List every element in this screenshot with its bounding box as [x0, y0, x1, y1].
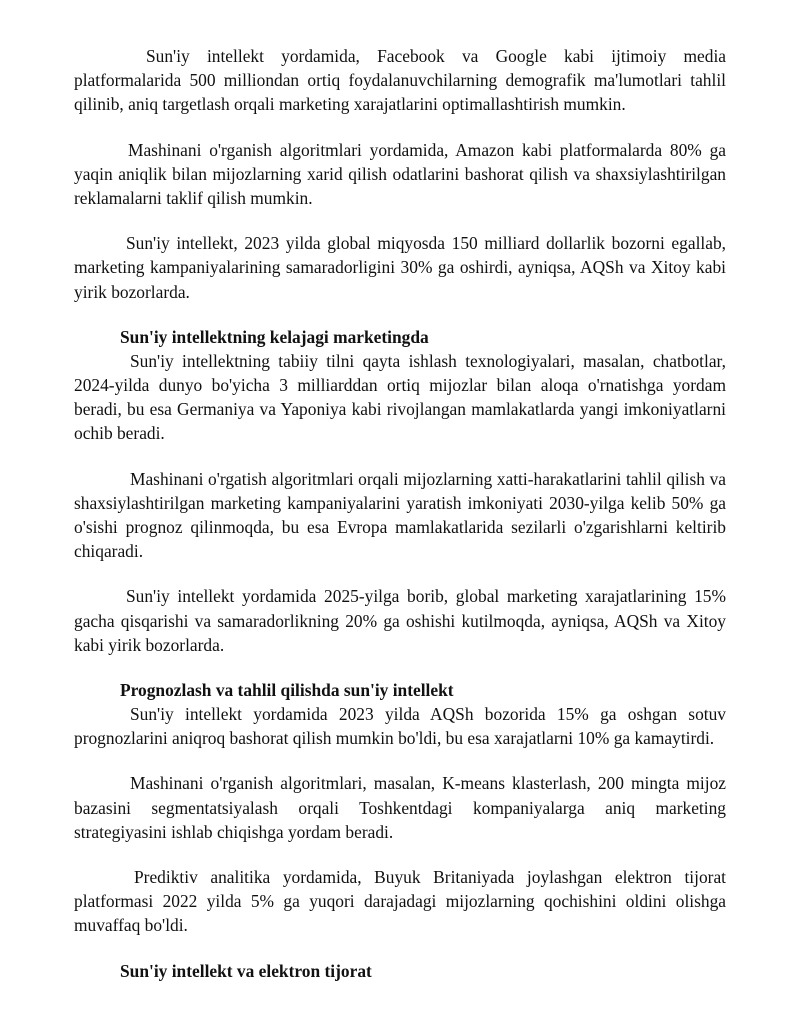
section-heading-forecasting: Prognozlash va tahlil qilishda sun'iy intellekt: [120, 680, 454, 701]
section-heading-future-marketing: Sun'iy intellektning kelajagi marketingda: [120, 326, 429, 347]
paragraph-predictive-analytics: Prediktiv analitika yordamida, Buyuk Britaniyada joylashgan elektron tijorat platformasi 2022 yilda 5% ga yuqori darajadagi mijozlarning qochishini oldini olishga muvaffaq bo'ldi.: [74, 867, 726, 936]
section-heading-ecommerce: Sun'iy intellekt va elektron tijorat: [120, 960, 372, 981]
paragraph-social-media-targeting: Sun'iy intellekt yordamida, Facebook va Google kabi ijtimoiy media platformalarida 500 milliondan ortiq foydalanuvchilarning demografik ma'lumotlari tahlil qilinib, aniq targetlash orqali marketing xarajatlarini optimallashtirish mumkin.: [74, 46, 726, 115]
paragraph-us-sales-forecast: Sun'iy intellekt yordamida 2023 yilda AQSh bozorida 15% ga oshgan sotuv prognozlarini aniqroq bashorat qilish mumkin bo'ldi, bu esa xarajatlarni 10% ga kamaytirdi.: [74, 704, 726, 749]
paragraph-amazon-prediction: Mashinani o'rganish algoritmlari yordamida, Amazon kabi platformalarda 80% ga yaqin aniqlik bilan mijozlarning xarid qilish odatlarini bashorat qilish va shaxsiylashtirilgan reklamalarni taklif qilish mumkin.: [74, 139, 726, 209]
paragraph-costs-2025: Sun'iy intellekt yordamida 2025-yilga borib, global marketing xarajatlarining 15% gacha qisqarishi va samaradorlikning 20% ga oshishi kutilmoqda, ayniqsa, AQSh va Xitoy kabi yirik bozorlarda.: [74, 586, 726, 655]
paragraph-kmeans-segmentation: Mashinani o'rganish algoritmlari, masalan, K-means klasterlash, 200 mingta mijoz bazasini segmentatsiyalash orqali Toshkentdagi kompaniyalarga aniq marketing strategiyasini ishlab chiqishga yordam beradi.: [74, 773, 726, 842]
paragraph-global-market-2023: Sun'iy intellekt, 2023 yilda global miqyosda 150 milliard dollarlik bozorni egallab, marketing kampaniyalarining samaradorligini 30% ga oshirdi, ayniqsa, AQSh va Xitoy kabi yirik bozorlarda.: [74, 233, 726, 302]
paragraph-ml-behaviour-2030: Mashinani o'rgatish algoritmlari orqali mijozlarning xatti-harakatlarini tahlil qilish va shaxsiylashtirilgan marketing kampaniyalarini yaratish imkoniyati 2030-yilga kelib 50% ga o'sishi prognoz qilinmoqda, bu esa Evropa mamlakatlarida sezilarli o'zgarishlarni keltirib chiqaradi.: [74, 468, 726, 562]
paragraph-nlp-chatbots: Sun'iy intellektning tabiiy tilni qayta ishlash texnologiyalari, masalan, chatbotlar, 2024-yilda dunyo bo'yicha 3 milliarddan ortiq mijozlar bilan aloqa o'rnatishga yordam beradi, bu esa Germaniya va Yaponiya kabi rivojlangan mamlakatlarda yangi imkoniyatlarni ochib beradi.: [74, 350, 726, 444]
